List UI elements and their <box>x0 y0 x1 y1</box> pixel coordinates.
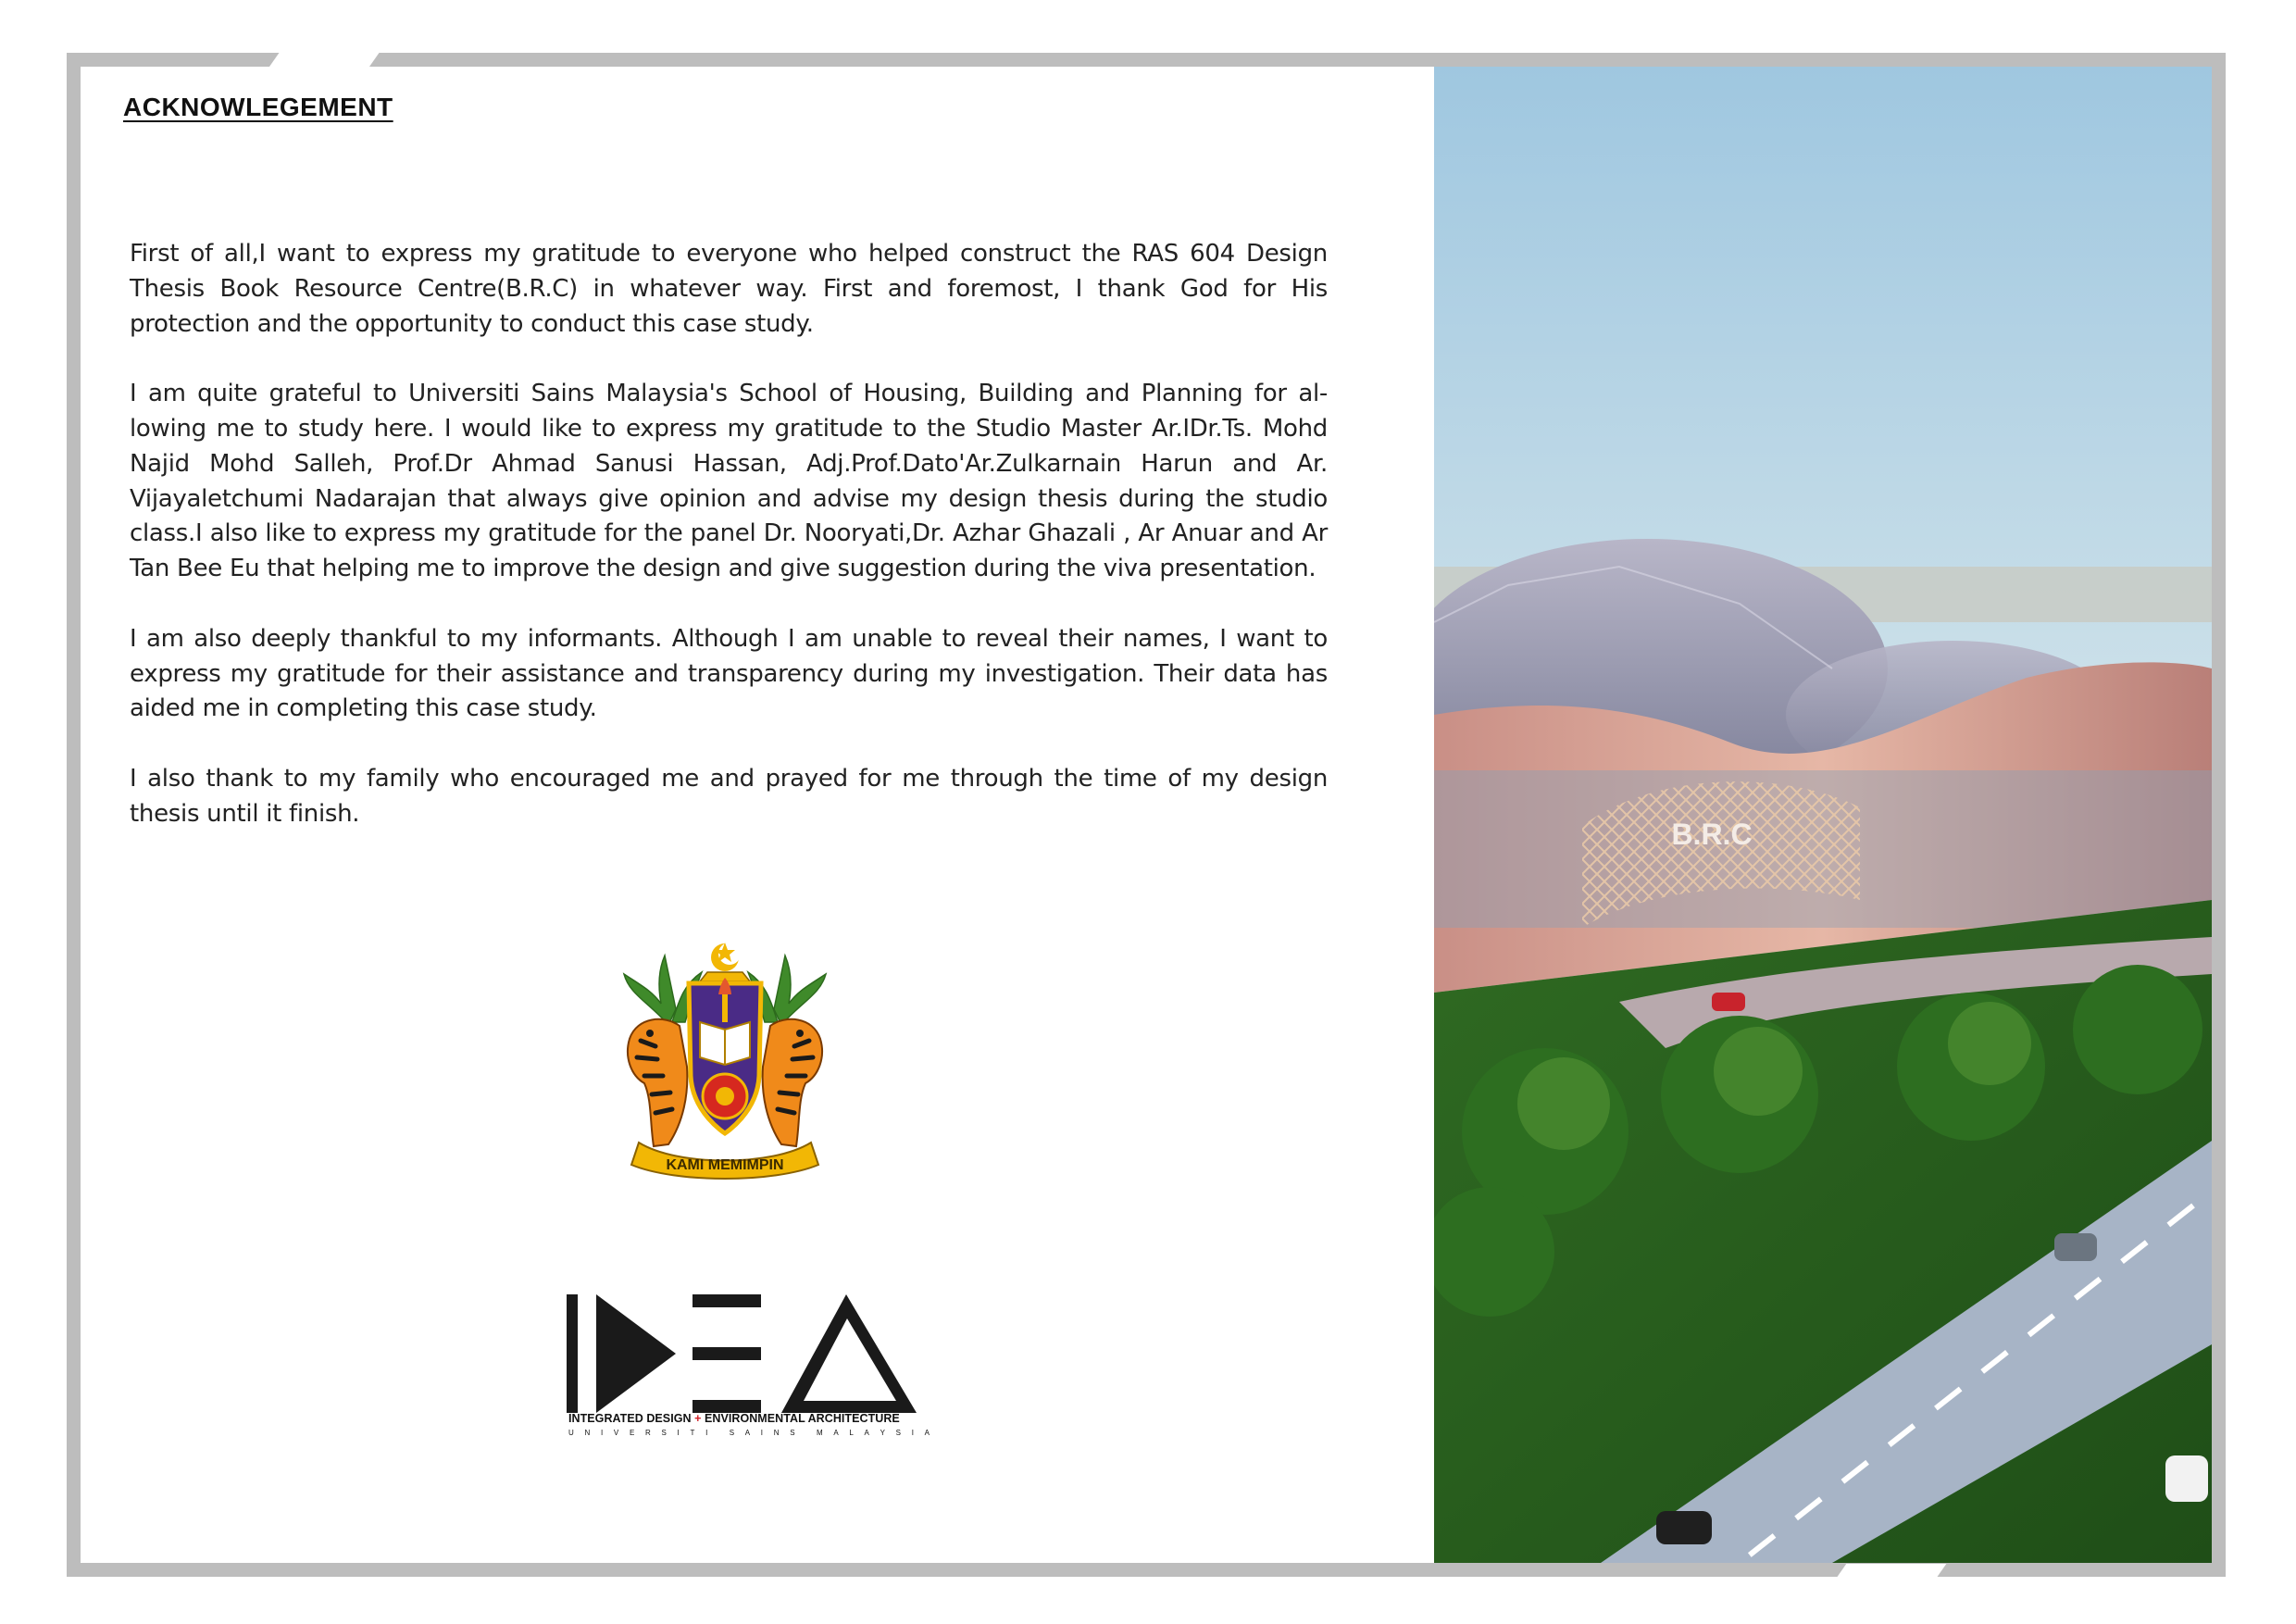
idea-sub-letter: R <box>645 1429 651 1437</box>
crest-motto: KAMI MEMIMPIN <box>666 1157 784 1173</box>
idea-sub-letter: S <box>895 1429 901 1437</box>
page-title: ACKNOWLEGEMENT <box>123 93 393 121</box>
frame-notch-top <box>269 48 382 67</box>
idea-tagline-left: INTEGRATED DESIGN <box>568 1412 692 1425</box>
idea-sub-letter: A <box>833 1429 839 1437</box>
usm-crest-icon <box>604 937 846 1187</box>
idea-sub-letter: S <box>729 1429 735 1437</box>
paragraph-4: I also thank to my family who encouraged me and prayed for me through the time of my design thesis until it finish. <box>130 764 1328 828</box>
idea-sub-letter: I <box>911 1429 914 1437</box>
idea-sub-letter: I <box>600 1429 604 1437</box>
paragraph-1: First of all,I want to express my gratitude to everyone who helped construct the RAS 604 Design Thesis Book Resource Centre(B.R.C) in whatever way. First and foremost, I thank God for His protection and the opportunity to conduct this case study. <box>130 240 1328 338</box>
idea-tagline <box>568 1412 931 1425</box>
idea-sub-letter: A <box>744 1429 751 1437</box>
idea-sub-letter: L <box>849 1429 854 1437</box>
idea-sub-letter: E <box>629 1429 635 1437</box>
idea-sub-letter: U <box>568 1429 574 1437</box>
idea-sub-letter: S <box>661 1429 667 1437</box>
idea-sub-letter: N <box>584 1429 591 1437</box>
acknowledgement-body <box>130 237 1328 867</box>
idea-university-line <box>568 1429 930 1437</box>
idea-sub-letter: S <box>790 1429 795 1437</box>
idea-sub-letter: I <box>677 1429 680 1437</box>
idea-sub-letter: N <box>773 1429 780 1437</box>
building-render-image <box>1434 67 2212 1563</box>
idea-sub-letter: Y <box>880 1429 885 1437</box>
render-sign-text: B.R.C <box>1671 818 1753 851</box>
paragraph-2: I am quite grateful to Universiti Sains Malaysia's School of Housing, Building and Planning for al-lowing me to study here. I would like to express my gratitude to the Studio Master Ar.IDr.Ts. Mohd Najid Mohd Salleh, Prof.Dr Ahmad Sanusi Hassan, Adj.Prof.Dato'Ar.Zulkarnain Harun and Ar. Vijayaletchumi Nadarajan that always give opinion and advise my design thesis during the studio class.I also like to express my gratitude for the panel Dr. Nooryati,Dr. Azhar Ghazali , Ar Anuar and Ar Tan Bee Eu that helping me to improve the design and give suggestion during the viva presentation. <box>130 380 1328 583</box>
frame-notch-bottom <box>1835 1564 1947 1580</box>
idea-sub-letter: V <box>613 1429 619 1437</box>
idea-sub-letter: I <box>705 1429 708 1437</box>
idea-sub-letter: A <box>924 1429 930 1437</box>
idea-sub-letter: M <box>816 1429 823 1437</box>
paragraph-3: I am also deeply thankful to my informants. Although I am unable to reveal their names, I want to express my gratitude for their assistance and transparency during my investigation. Their data has aided me in completing this case study. <box>130 624 1328 723</box>
idea-sub-letter: A <box>864 1429 869 1437</box>
idea-tagline-right: ENVIRONMENTAL ARCHITECTURE <box>705 1412 900 1425</box>
idea-tagline-plus: + <box>694 1412 702 1425</box>
idea-sub-letter: T <box>690 1429 695 1437</box>
idea-sub-letter: I <box>760 1429 764 1437</box>
